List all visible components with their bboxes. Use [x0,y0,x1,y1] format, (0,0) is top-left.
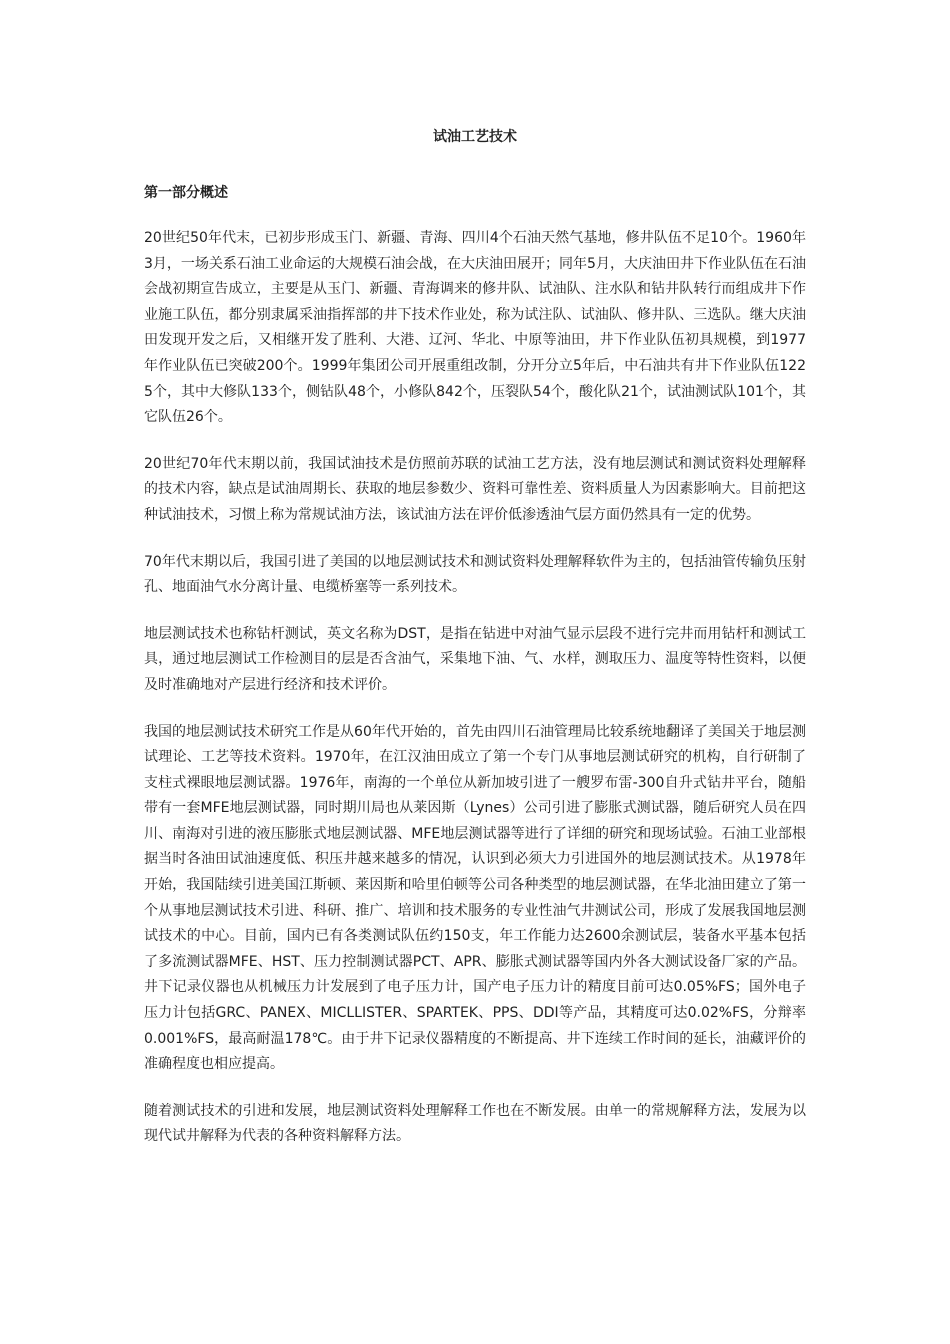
paragraph-conventional-testing: 20世纪70年代末期以前，我国试油技术是仿照前苏联的试油工艺方法，没有地层测试和测试资料处理解释的技术内容，缺点是试油周期长、获取的地层参数少、资料可靠性差、资料质量人为因素影响大。目前把这种试油技术，习惯上称为常规试油方法，该试油方法在评价低渗透油气层方面仍然具有一定的优势。 [144,455,806,523]
paragraph-dst-definition: 地层测试技术也称钻杆测试，英文名称为DST，是指在钻进中对油气显示层段不进行完井而用钻杆和测试工具，通过地层测试工作检测目的层是否含油气，采集地下油、气、水样，测取压力、温度等特性资料，以便及时准确地对产层进行经济和技术评价。 [144,625,806,693]
document-title: 试油工艺技术 [433,129,517,145]
paragraph-history: 20世纪50年代末，已初步形成玉门、新疆、青海、四川4个石油天然气基地，修井队伍不足10个。1960年3月，一场关系石油工业命运的大规模石油会战，在大庆油田展开；同年5月，大庆油田井下作业队伍在石油会战初期宣告成立，主要是从玉门、新疆、青海调来的修井队、试油队、注水队和钻井队转行而组成井下作业施工队伍，都分别隶属采油指挥部的井下技术作业处，称为试注队、试油队、修井队、三选队。继大庆油田发现开发之后，又相继开发了胜利、大港、辽河、华北、中原等油田，井下作业队伍初具规模，到1977年作业队伍已突破200个。1999年集团公司开展重组改制，分开分立5年后，中石油共有井下作业队伍1225个，其中大修队133个，侧钻队48个，小修队842个，压裂队54个，酸化队21个，试油测试队101个，其它队伍26个。 [144,230,806,426]
paragraph-technology-import: 70年代末期以后，我国引进了美国的以地层测试技术和测试资料处理解释软件为主的，包括油管传输负压射孔、地面油气水分离计量、电缆桥塞等一系列技术。 [144,553,806,596]
document-page [144,126,806,1171]
paragraph-interpretation: 随着测试技术的引进和发展，地层测试资料处理解释工作也在不断发展。由单一的常规解释方法，发展为以现代试井解释为代表的各种资料解释方法。 [144,1102,806,1145]
paragraph-research-history: 我国的地层测试技术研究工作是从60年代开始的，首先由四川石油管理局比较系统地翻译了美国关于地层测试理论、工艺等技术资料。1970年，在江汉油田成立了第一个专门从事地层测试研究的机构，自行研制了支柱式裸眼地层测试器。1976年，南海的一个单位从新加坡引进了一艘罗布雷-300自升式钻井平台，随船带有一套MFE地层测试器，同时期川局也从莱因斯（Lynes）公司引进了膨胀式测试器，随后研究人员在四川、南海对引进的液压膨胀式地层测试器、MFE地层测试器等进行了详细的研究和现场试验。石油工业部根据当时各油田试油速度低、积压井越来越多的情况，认识到必须大力引进国外的地层测试技术。从1978年开始，我国陆续引进美国江斯顿、莱因斯和哈里伯顿等公司各种类型的地层测试器，在华北油田建立了第一个从事地层测试技术引进、科研、推广、培训和技术服务的专业性油气井测试公司，形成了发展我国地层测试技术的中心。目前，国内已有各类测试队伍约150支，年工作能力达2600余测试层，装备水平基本包括了多流测试器MFE、HST、压力控制测试器PCT、APR、膨胀式测试器等国内外各大测试设备厂家的产品。井下记录仪器也从机械压力计发展到了电子压力计，国产电子压力计的精度目前可达0.05%FS；国外电子压力计包括GRC、PANEX、MICLLISTER、SPARTEK、PPS、DDI等产品，其精度可达0.02%FS，分辩率0.001%FS，最高耐温178℃。由于井下记录仪器精度的不断提高、井下连续工作时间的延长，油藏评价的准确程度也相应提高。 [144,723,806,1073]
section-heading: 第一部分概述 [144,185,228,201]
